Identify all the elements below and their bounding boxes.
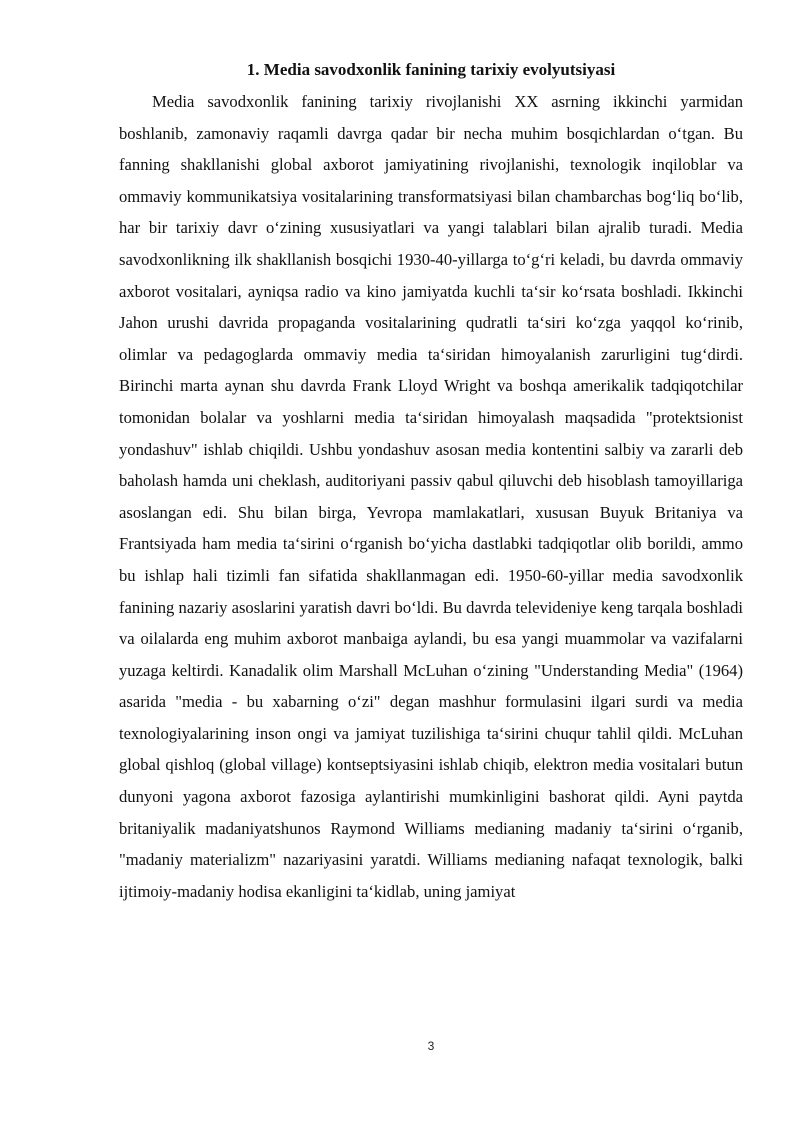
- page-number: 3: [427, 1039, 435, 1053]
- section-heading: 1. Media savodxonlik fanining tarixiy evolyutsiyasi: [246, 60, 616, 79]
- body-paragraph: Media savodxonlik fanining tarixiy rivojlanishi XX asrning ikkinchi yarmidan boshlanib, zamonaviy raqamli davrga qadar bir necha muhim bosqichlardan o‘tgan. Bu fanning shakllanishi global axborot jamiyatining rivojlanishi, texnologik inqiloblar va ommaviy kommunikatsiya vositalarining transformatsiyasi bilan chambarchas bog‘liq bo‘lib, har bir tarixiy davr o‘zining xususiyatlari va yangi talablari bilan ajralib turadi. Media savodxonlikning ilk shakllanish bosqichi 1930-40-yillarga to‘g‘ri keladi, bu davrda ommaviy axborot vositalari, ayniqsa radio va kino jamiyatda kuchli ta‘sir ko‘rsata boshladi. Ikkinchi Jahon urushi davrida propaganda vositalarining qudratli ta‘siri ko‘zga yaqqol ko‘rinib, olimlar va pedagoglarda ommaviy media ta‘siridan himoyalanish zarurligini tug‘dirdi. Birinchi marta aynan shu davrda Frank Lloyd Wright va boshqa amerikalik tadqiqotchilar tomonidan bolalar va yoshlarni media ta‘siridan himoyalash maqsadida "protektsionist yondashuv" ishlab chiqildi. Ushbu yondashuv asosan media kontentini salbiy va zararli deb baholash hamda uni cheklash, auditoriyani passiv qabul qiluvchi deb hisoblash tamoyillariga asoslangan edi. Shu bilan birga, Yevropa mamlakatlari, xususan Buyuk Britaniya va Frantsiyada ham media ta‘sirini o‘rganish bo‘yicha dastlabki tadqiqotlar olib borildi, ammo bu ishlap hali tizimli fan sifatida shakllanmagan edi. 1950-60-yillar media savodxonlik fanining nazariy asoslarini yaratish davri bo‘ldi. Bu davrda televideniye keng tarqala boshladi va oilalarda eng muhim axborot manbaiga aylandi, bu esa yangi muammolar va vazifalarni yuzaga keltirdi. Kanadalik olim Marshall McLuhan o‘zining "Understanding Media" (1964) asarida "media - bu xabarning o‘zi" degan mashhur formulasini ilgari surdi va media texnologiyalarining inson ongi va jamiyat tuzilishiga ta‘sirini chuqur tahlil qildi. McLuhan global qishloq (global village) kontseptsiyasini ishlab chiqib, elektron media vositalari butun dunyoni yagona axborot fazosiga aylantirishi mumkinligini bashorat qildi. Ayni paytda britaniyalik madaniyatshunos Raymond Williams medianing madaniy ta‘sirini o‘rganib, "madaniy materializm" nazariyasini yaratdi. Williams medianing nafaqat texnologik, balki ijtimoiy-madaniy hodisa ekanligini ta‘kidlab, uning jamiyat: [119, 92, 743, 901]
- document-page: [119, 56, 743, 907]
